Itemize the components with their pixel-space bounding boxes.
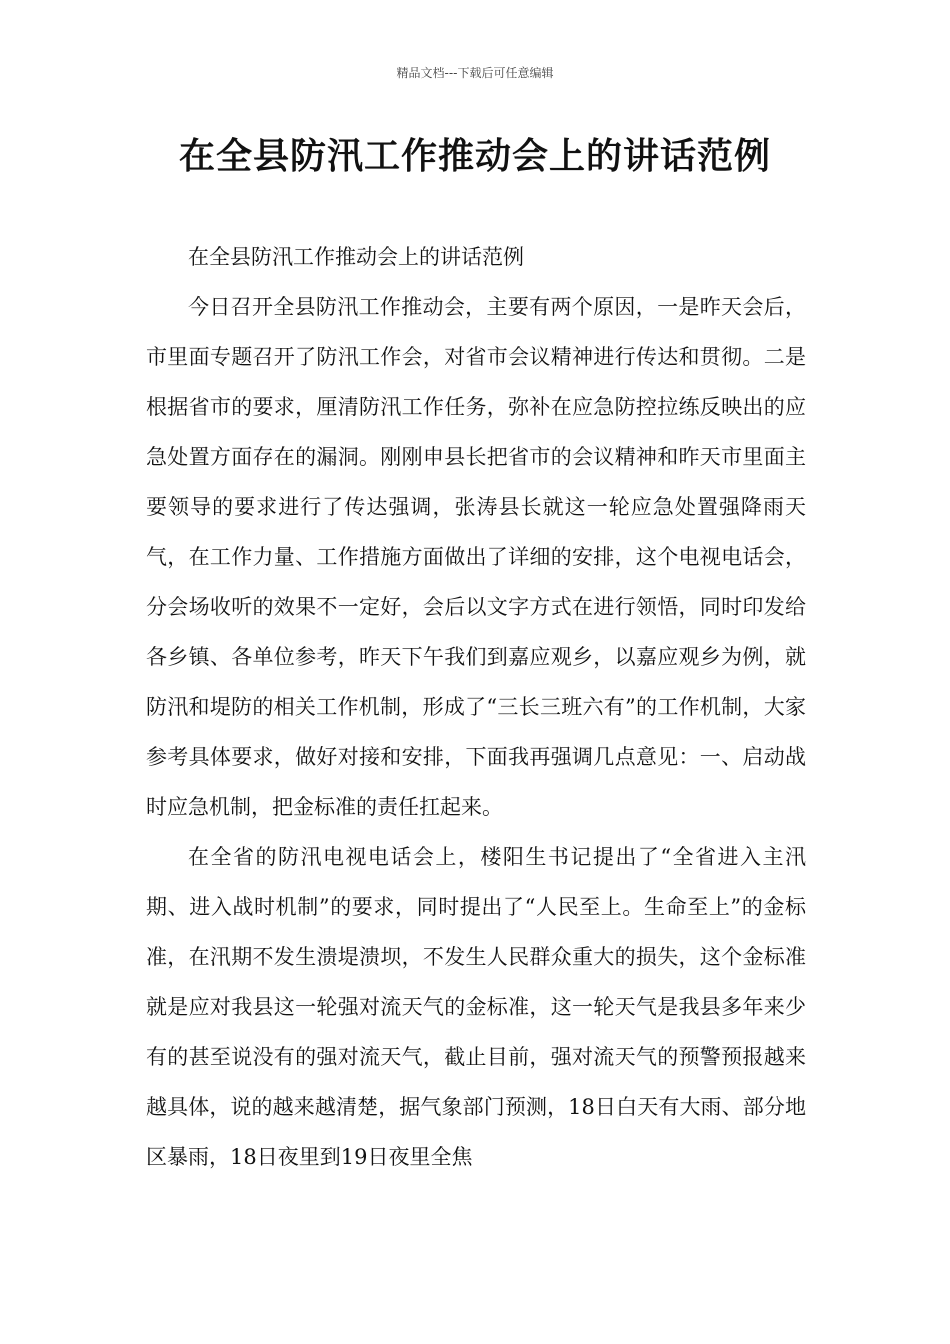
paragraph-subtitle: 在全县防汛工作推动会上的讲话范例 (188, 245, 524, 269)
document-body (146, 232, 806, 1182)
header-note: 精品文档---下载后可任意编辑 (396, 66, 554, 80)
paragraph-standard: 在全省的防汛电视电话会上，楼阳生书记提出了“全省进入主汛期、进入战时机制”的要求，同时提出了“人民至上。生命至上”的金标准，在汛期不发生溃堤溃坝，不发生人民群众重大的损失，这个金标准就是应对我县这一轮强对流天气的金标准，这一轮天气是我县多年来少有的甚至说没有的强对流天气，截止目前，强对流天气的预警预报越来越具体，说的越来越清楚，据气象部门预测，18日白天有大雨、部分地区暴雨，18日夜里到19日夜里全焦 (146, 845, 806, 1169)
paragraph-intro: 今日召开全县防汛工作推动会，主要有两个原因，一是昨天会后，市里面专题召开了防汛工作会，对省市会议精神进行传达和贯彻。二是根据省市的要求，厘清防汛工作任务，弥补在应急防控拉练反映出的应急处置方面存在的漏洞。刚刚申县长把省市的会议精神和昨天市里面主要领导的要求进行了传达强调，张涛县长就这一轮应急处置强降雨天气，在工作力量、工作措施方面做出了详细的安排，这个电视电话会，分会场收听的效果不一定好，会后以文字方式在进行领悟，同时印发给各乡镇、各单位参考，昨天下午我们到嘉应观乡，以嘉应观乡为例，就防汛和堤防的相关工作机制，形成了“三长三班六有”的工作机制，大家参考具体要求，做好对接和安排，下面我再强调几点意见：一、启动战时应急机制，把金标准的责任扛起来。 (146, 295, 806, 819)
document-title: 在全县防汛工作推动会上的讲话范例 (178, 136, 771, 177)
